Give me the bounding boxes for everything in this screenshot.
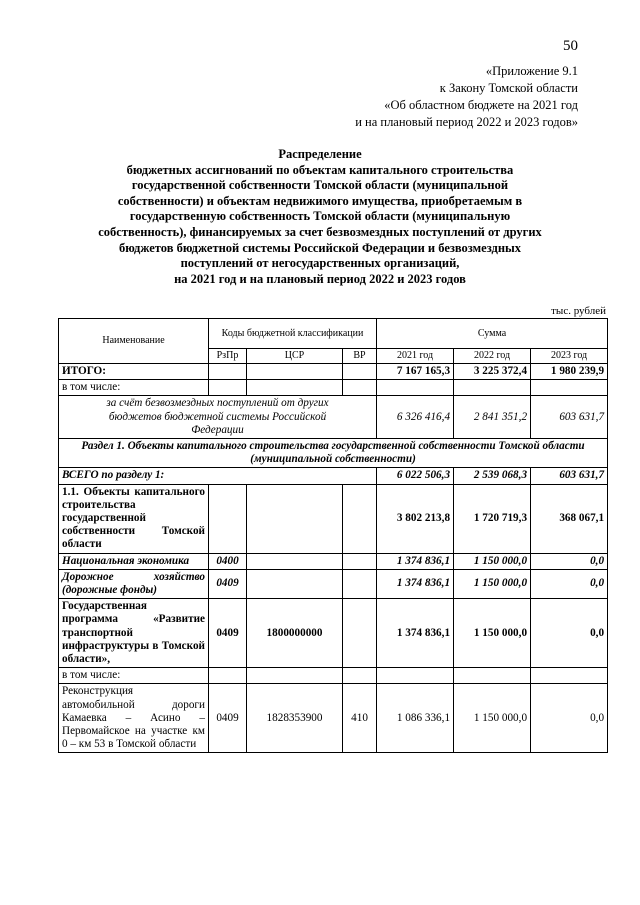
table-row-section-total [59,468,608,484]
appendix-line: к Закону Томской области [439,81,578,95]
title-line: собственности) и объектам недвижимого имущества, приобретаемым в [117,193,523,208]
row-value-2021: 3 802 213,8 [377,484,454,553]
appendix-line: «Приложение 9.1 [485,64,578,78]
row-value-2021: 1 374 836,1 [377,569,454,598]
header-2023: 2023 год [531,349,608,364]
row-csr: 1828353900 [247,684,343,753]
row-name: в том числе: [59,668,209,684]
title-line: поступлений от негосударственных организаций, [180,256,460,271]
title-line: бюджетных ассигнований по объектам капитального строительства [126,162,514,177]
table-row-total [59,364,608,380]
row-vr [343,364,377,380]
header-name: Наименование [59,319,209,364]
header-rzpr: РзПр [209,349,247,364]
title-line: государственную собственность Томской области (муниципальную [129,209,511,224]
row-name: в том числе: [59,380,209,396]
table-header-row [59,319,608,349]
appendix-line: «Об областном бюджете на 2021 год [384,98,578,112]
row-value-2023: 603 631,7 [531,396,608,439]
table-row-transfers [59,396,608,439]
row-name: Государственная программа «Развитие транспортной инфраструктуры в Томской области», [59,599,209,668]
row-value-2021: 6 326 416,4 [377,396,454,439]
row-value-2023: 0,0 [531,599,608,668]
row-value-2023: 0,0 [531,553,608,569]
header-codes: Коды бюджетной классификации [209,319,377,349]
header-sum: Сумма [377,319,608,349]
table-row-item [59,684,608,753]
row-value-2023: 0,0 [531,569,608,598]
table-row-item [59,553,608,569]
row-value-2023: 0,0 [531,684,608,753]
row-name: Реконструкция автомобильной дороги Камаевка – Асино – Первомайское на участке км 0 – км 53 в Томской области [59,684,209,753]
row-name: Дорожное хозяйство (дорожные фонды) [59,569,209,598]
row-value-2022: 3 225 372,4 [454,364,531,380]
row-value-2022: 1 150 000,0 [454,553,531,569]
row-value-2021: 1 374 836,1 [377,553,454,569]
row-value-2021: 1 086 336,1 [377,684,454,753]
row-rzpr: 0409 [209,569,247,598]
header-2022: 2022 год [454,349,531,364]
row-name: за счёт безвозмездных поступлений от других бюджетов бюджетной системы Российской Федерации [59,396,377,439]
title-line: собственность), финансируемых за счет безвозмездных поступлений от других [98,224,542,239]
row-value-2023: 368 067,1 [531,484,608,553]
row-value-2023: 1 980 239,9 [531,364,608,380]
row-name: ВСЕГО по разделу 1: [59,468,377,484]
row-value-2022: 1 150 000,0 [454,599,531,668]
row-csr [247,364,343,380]
table-row-item [59,569,608,598]
title-line: Распределение [278,147,362,161]
row-value-2022: 1 150 000,0 [454,569,531,598]
budget-table [58,318,608,753]
row-value-2022: 2 539 068,3 [454,468,531,484]
row-value-2022: 1 720 719,3 [454,484,531,553]
title-line: бюджетов бюджетной системы Российской Федерации и безвозмездных [118,240,522,255]
appendix-line: и на плановый период 2022 и 2023 годов» [355,115,578,129]
row-value-2021: 1 374 836,1 [377,599,454,668]
table-row-section [59,439,608,468]
table-row-including [59,668,608,684]
row-csr: 1800000000 [247,599,343,668]
row-vr: 410 [343,684,377,753]
header-csr: ЦСР [247,349,343,364]
units-label: тыс. рублей [551,305,606,317]
table-row-item [59,484,608,553]
table-row-item [59,599,608,668]
title-line: государственной собственности Томской области (муниципальной [131,178,509,193]
row-name: ИТОГО: [59,364,209,380]
row-rzpr: 0400 [209,553,247,569]
page-number: 50 [563,38,578,54]
row-value-2022: 1 150 000,0 [454,684,531,753]
row-value-2023: 603 631,7 [531,468,608,484]
row-name: Национальная экономика [59,553,209,569]
header-2021: 2021 год [377,349,454,364]
row-rzpr [209,364,247,380]
table-row-including [59,380,608,396]
row-value-2021: 6 022 506,3 [377,468,454,484]
appendix-reference [355,63,578,131]
header-vr: ВР [343,349,377,364]
row-rzpr: 0409 [209,599,247,668]
row-value-2022: 2 841 351,2 [454,396,531,439]
row-rzpr: 0409 [209,684,247,753]
row-value-2021: 7 167 165,3 [377,364,454,380]
section-heading: Раздел 1. Объекты капитального строительства государственной собственности Томской области (муниципальной собственности) [59,439,608,468]
title-line: на 2021 год и на плановый период 2022 и 2023 годов [174,271,466,286]
row-name: 1.1. Объекты капитального строительства государственной собственности Томской области [59,484,209,553]
document-title [60,147,580,287]
